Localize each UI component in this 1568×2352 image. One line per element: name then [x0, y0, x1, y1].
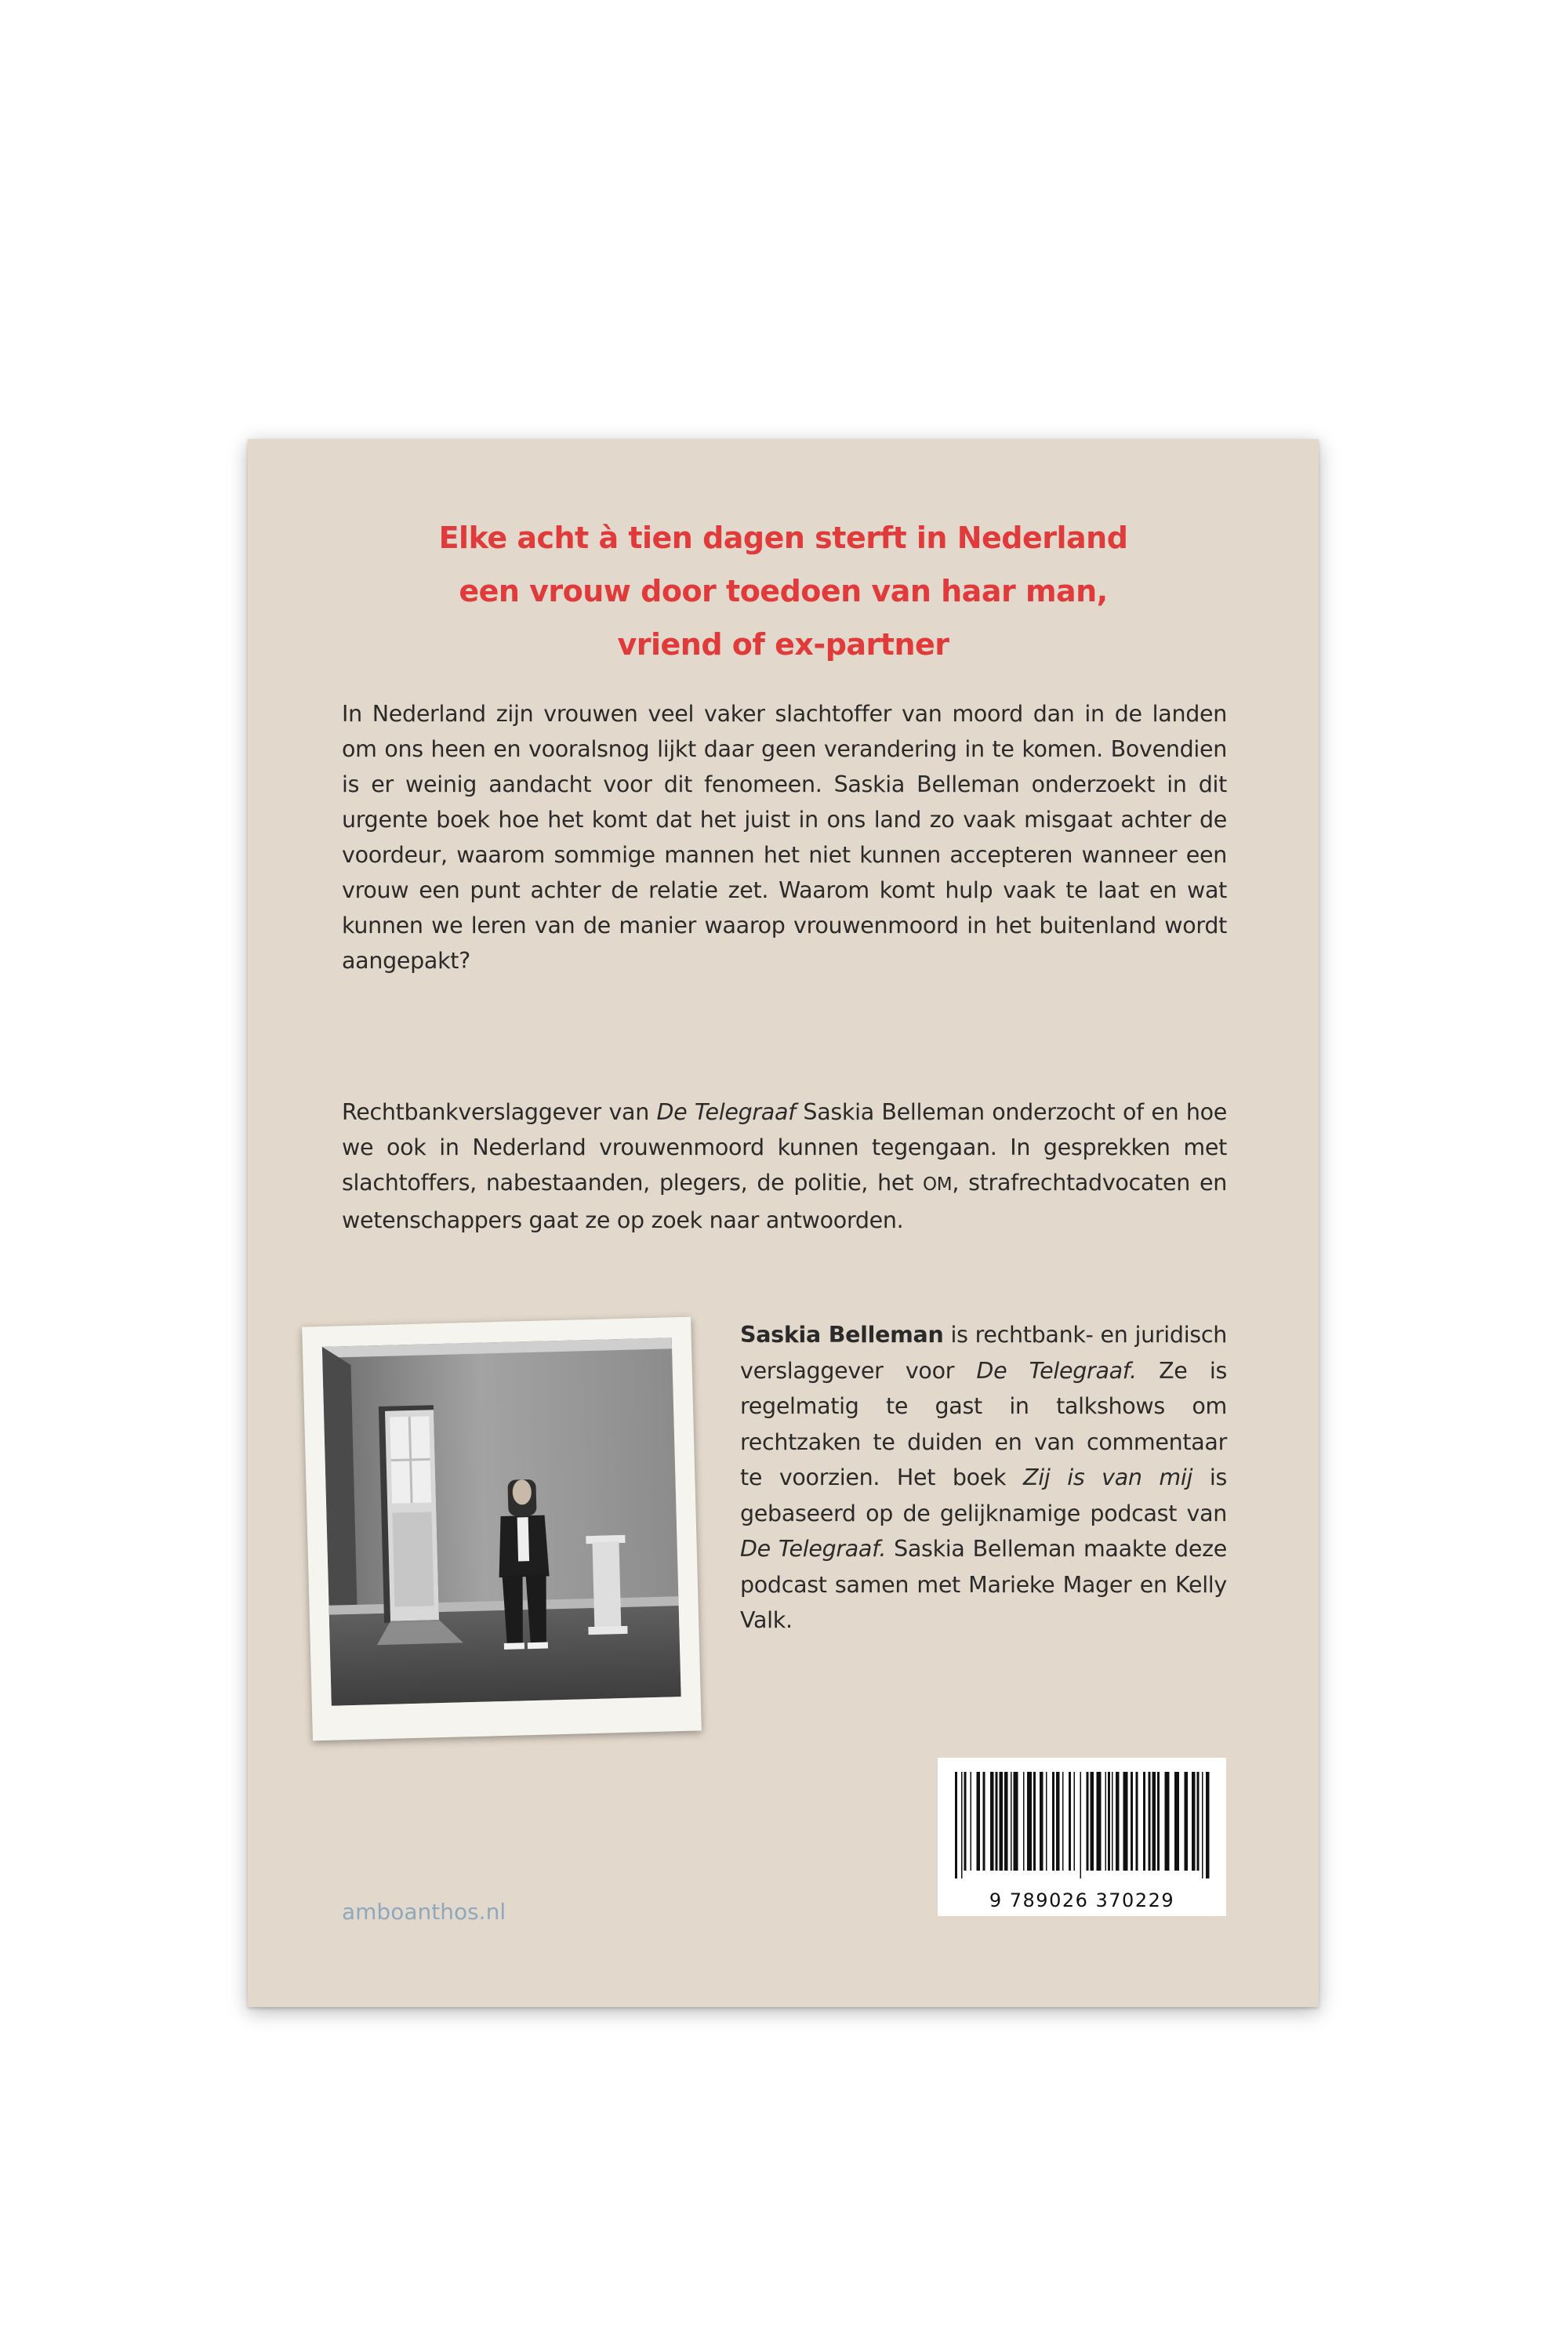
- barcode-bar: [1062, 1772, 1064, 1871]
- author-bio: [740, 1317, 1227, 1639]
- book-back-cover: [248, 439, 1319, 2007]
- author-bio-text-2: Ze is regelmatig te gast in talkshows om rechtzaken te duiden en van commentaar te voorzien. Het boek: [740, 1357, 1227, 1490]
- barcode-bars: [952, 1772, 1212, 1878]
- barcode-bar: [1087, 1772, 1089, 1871]
- author-bio-italic-3: De Telegraaf.: [740, 1536, 887, 1562]
- barcode-bar: [1074, 1772, 1076, 1871]
- author-name: Saskia Belleman: [740, 1322, 944, 1348]
- barcode-bar: [1000, 1772, 1004, 1871]
- author-bio-text-4: Saskia Belleman maakte deze podcast samen met Marieke Mager en Kelly Valk.: [740, 1536, 1227, 1633]
- blurb-p2-text-3: , strafrechtadvocaten en wetenschappers gaat ze op zoek naar antwoorden.: [342, 1170, 1227, 1233]
- barcode-bar: [1033, 1772, 1036, 1871]
- headline-line-3: vriend of ex-partner: [617, 627, 949, 662]
- barcode-bar: [1080, 1772, 1082, 1878]
- barcode-bar: [1027, 1772, 1032, 1871]
- author-photo: [322, 1338, 681, 1706]
- blurb-paragraph-2: [342, 1094, 1227, 1238]
- barcode-bar: [1206, 1772, 1210, 1878]
- barcode-bar: [1157, 1772, 1160, 1871]
- barcode-bar: [1149, 1772, 1151, 1871]
- barcode-bar: [1004, 1772, 1008, 1871]
- author-bio-text-1: is rechtbank- en juridisch verslaggever voor: [740, 1322, 1227, 1384]
- barcode-bar: [1091, 1772, 1094, 1871]
- author-photo-frame: [302, 1317, 702, 1741]
- headline: [248, 511, 1319, 671]
- barcode-bar: [964, 1772, 967, 1871]
- barcode-bar: [1152, 1772, 1156, 1871]
- barcode-bar: [1197, 1772, 1200, 1871]
- barcode-bar: [961, 1772, 963, 1878]
- barcode-bar: [1116, 1772, 1120, 1871]
- headline-line-2: een vrouw door toedoen van haar man,: [459, 574, 1108, 608]
- publisher-website: amboanthos.nl: [342, 1899, 506, 1925]
- barcode-bar: [1040, 1772, 1044, 1871]
- barcode-bar: [1123, 1772, 1128, 1871]
- om-abbreviation: OM: [922, 1174, 953, 1195]
- author-photo-image: [322, 1338, 681, 1706]
- barcode-bar: [990, 1772, 994, 1871]
- blurb-p2-text-2: Saskia Belleman onderzocht of en hoe we ook in Nederland vrouwenmoord kunnen tegengaan. In gesprekken met slachtoffers, nabestaanden, plegers, de politie, het: [342, 1099, 1227, 1196]
- barcode-digits: 9 789026 370229: [989, 1889, 1175, 1911]
- barcode-bar: [1105, 1772, 1107, 1871]
- barcode-bar: [1143, 1772, 1145, 1871]
- barcode-bar: [1192, 1772, 1196, 1871]
- newspaper-name: De Telegraaf: [656, 1099, 796, 1125]
- barcode-bar: [1069, 1772, 1071, 1871]
- author-bio-italic-1: De Telegraaf.: [976, 1357, 1137, 1384]
- barcode-bar: [955, 1772, 957, 1878]
- barcode-bar: [1023, 1772, 1025, 1871]
- barcode-bar: [1052, 1772, 1054, 1871]
- barcode-bar: [971, 1772, 972, 1871]
- barcode-bar: [1136, 1772, 1138, 1871]
- barcode-bar: [1131, 1772, 1133, 1871]
- barcode-bar: [1046, 1772, 1047, 1871]
- barcode-bar: [1202, 1772, 1203, 1878]
- barcode-bar: [1056, 1772, 1060, 1871]
- barcode-bar: [1014, 1772, 1018, 1871]
- barcode-bar: [1097, 1772, 1102, 1871]
- barcode: [938, 1758, 1226, 1916]
- barcode-bar: [1112, 1772, 1113, 1871]
- barcode-bar: [996, 1772, 998, 1871]
- author-bio-text-3: is gebaseerd op de gelijknamige podcast van: [740, 1465, 1227, 1526]
- barcode-bar: [1174, 1772, 1179, 1871]
- barcode-bar: [1165, 1772, 1170, 1871]
- barcode-bar: [983, 1772, 985, 1871]
- barcode-bar: [977, 1772, 981, 1871]
- barcode-bar: [1011, 1772, 1012, 1871]
- headline-line-1: Elke acht à tien dagen sterft in Nederland: [438, 521, 1128, 555]
- blurb-p2-text-1: Rechtbankverslaggever van: [342, 1099, 657, 1125]
- blurb-paragraph-1: In Nederland zijn vrouwen veel vaker slachtoffer van moord dan in de landen om ons heen en vooralsnog lijkt daar geen verandering in te komen. Bovendien is er weinig aandacht voor dit fenomeen. Saskia Belleman onderzoekt in dit urgente boek hoe het komt dat het juist in ons land zo vaak misgaat achter de voordeur, waarom sommige mannen het niet kunnen accepteren wanneer een vrouw een punt achter de relatie zet. Waarom komt hulp vaak te laat en wat kunnen we leren van de manier waarop vrouwenmoord in het buitenland wordt aangepakt?: [342, 701, 1227, 974]
- barcode-bar: [1108, 1772, 1110, 1871]
- barcode-bar: [1185, 1772, 1189, 1871]
- book-title: Zij is van mij: [1023, 1465, 1193, 1490]
